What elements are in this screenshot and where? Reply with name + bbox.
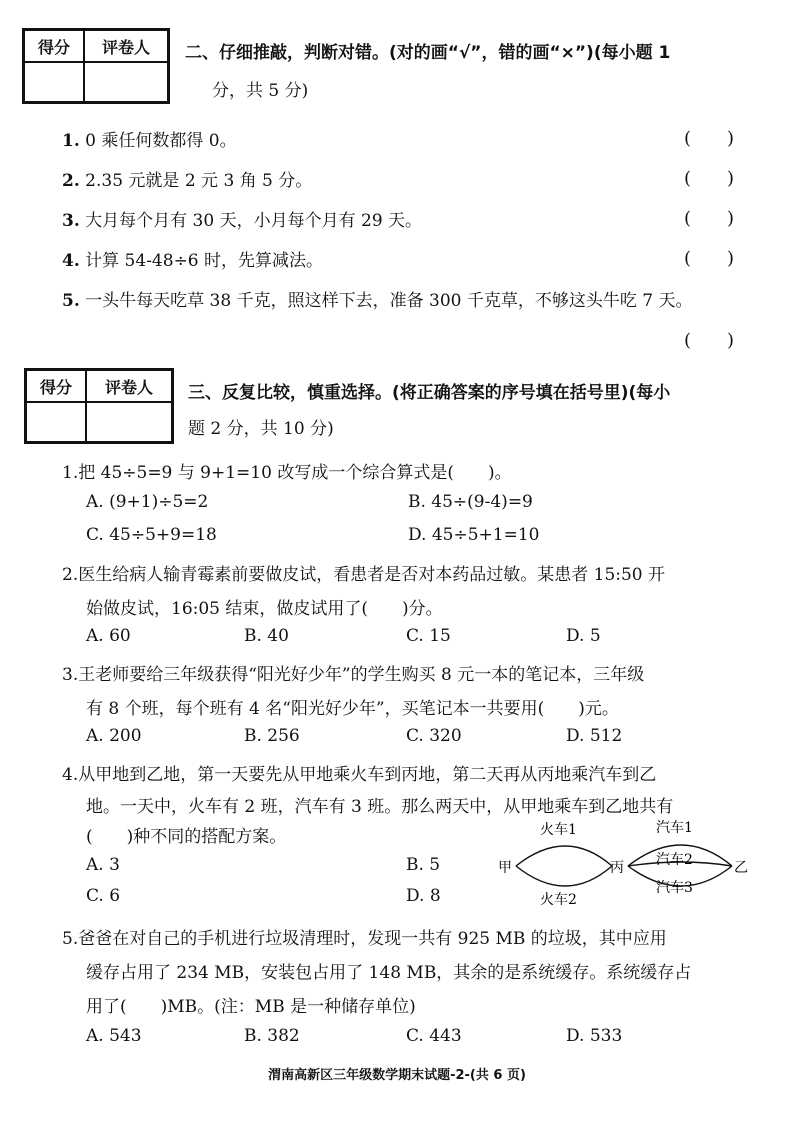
answer-paren-2[interactable]: ( ) <box>684 168 735 189</box>
score-header: 得分 <box>24 30 85 63</box>
question-5-line3: 用了( )MB。(注：MB 是一种储存单位) <box>86 997 416 1017</box>
section3-title-line2: 题 2 分，共 10 分) <box>188 419 334 439</box>
score-table-section3 <box>24 368 174 444</box>
section2-title-line2: 分，共 5 分) <box>212 81 309 101</box>
question-4-line1: 4.从甲地到乙地，第一天要先从甲地乘火车到丙地，第二天再从丙地乘汽车到乙 <box>62 765 657 785</box>
q3-option-d[interactable]: D. 512 <box>566 726 623 746</box>
question-5-line2: 缓存占用了 234 MB，安装包占用了 148 MB，其余的是系统缓存。系统缓存占 <box>86 963 692 983</box>
label-bus3: 汽车3 <box>656 880 693 896</box>
item-number: 4. <box>62 251 80 271</box>
answer-paren-4[interactable]: ( ) <box>684 248 735 269</box>
q2-option-b[interactable]: B. 40 <box>244 626 289 646</box>
q3-option-b[interactable]: B. 256 <box>244 726 300 746</box>
judge-item-3 <box>62 206 422 231</box>
question-4-line2: 地。一天中，火车有 2 班，汽车有 3 班。那么两天中，从甲地乘车到乙地共有 <box>86 797 674 817</box>
question-2-line2: 始做皮试，16:05 结束，做皮试用了( )分。 <box>86 599 443 619</box>
item-text: 一头牛每天吃草 38 千克，照这样下去，准备 300 千克草，不够这头牛吃 7 天。 <box>85 291 693 311</box>
answer-paren-5[interactable]: ( ) <box>684 330 735 351</box>
item-number: 5. <box>62 291 80 311</box>
q5-option-d[interactable]: D. 533 <box>566 1026 623 1046</box>
q4-option-a[interactable]: A. 3 <box>86 855 120 875</box>
judge-item-1 <box>62 126 237 151</box>
label-train2: 火车2 <box>540 892 577 908</box>
q2-option-c[interactable]: C. 15 <box>406 626 451 646</box>
question-5-line1: 5.爸爸在对自己的手机进行垃圾清理时，发现一共有 925 MB 的垃圾，其中应用 <box>62 929 667 949</box>
q1-option-c[interactable]: C. 45÷5+9=18 <box>86 525 217 545</box>
train1-route <box>516 846 612 866</box>
node-jia: 甲 <box>498 860 512 876</box>
node-yi: 乙 <box>734 860 748 876</box>
question-3-line2: 有 8 个班，每个班有 4 名“阳光好少年”，买笔记本一共要用( )元。 <box>86 699 619 719</box>
judge-item-4 <box>62 246 323 271</box>
score-header: 得分 <box>26 370 87 403</box>
page-footer: 渭南高新区三年级数学期末试题-2-(共 6 页) <box>268 1068 526 1083</box>
answer-paren-3[interactable]: ( ) <box>684 208 735 229</box>
node-bing: 丙 <box>610 860 624 876</box>
question-2-line1: 2.医生给病人输青霉素前要做皮试，看患者是否对本药品过敏。某患者 15:50 开 <box>62 565 666 585</box>
q5-option-a[interactable]: A. 543 <box>86 1026 142 1046</box>
label-train1: 火车1 <box>540 822 577 838</box>
train2-route <box>516 866 612 886</box>
grader-cell[interactable] <box>86 402 173 443</box>
question-3-line1: 3.王老师要给三年级获得“阳光好少年”的学生购买 8 元一本的笔记本，三年级 <box>62 665 645 685</box>
q5-option-c[interactable]: C. 443 <box>406 1026 462 1046</box>
question-1-text: 1.把 45÷5=9 与 9+1=10 改写成一个综合算式是( )。 <box>62 463 512 483</box>
q1-option-a[interactable]: A. (9+1)÷5=2 <box>86 492 209 512</box>
item-number: 2. <box>62 171 80 191</box>
score-table-section2 <box>22 28 170 104</box>
item-text: 2.35 元就是 2 元 3 角 5 分。 <box>85 171 313 191</box>
route-diagram <box>496 818 752 910</box>
q3-option-a[interactable]: A. 200 <box>86 726 142 746</box>
item-number: 1. <box>62 131 80 151</box>
q4-option-b[interactable]: B. 5 <box>406 855 441 875</box>
item-number: 3. <box>62 211 80 231</box>
q2-option-a[interactable]: A. 60 <box>86 626 131 646</box>
q4-option-c[interactable]: C. 6 <box>86 886 121 906</box>
score-cell[interactable] <box>26 402 87 443</box>
answer-paren-1[interactable]: ( ) <box>684 128 735 149</box>
label-bus1: 汽车1 <box>656 820 693 836</box>
section3-title-line1: 三、反复比较，慎重选择。(将正确答案的序号填在括号里)(每小 <box>188 383 671 403</box>
q5-option-b[interactable]: B. 382 <box>244 1026 300 1046</box>
q4-option-d[interactable]: D. 8 <box>406 886 441 906</box>
grader-header: 评卷人 <box>86 370 173 403</box>
judge-item-2 <box>62 166 312 191</box>
item-text: 0 乘任何数都得 0。 <box>85 131 237 151</box>
grader-cell[interactable] <box>84 62 169 103</box>
question-4-line3: ( )种不同的搭配方案。 <box>86 827 287 847</box>
item-text: 大月每个月有 30 天，小月每个月有 29 天。 <box>85 211 423 231</box>
q3-option-c[interactable]: C. 320 <box>406 726 462 746</box>
item-text: 计算 54-48÷6 时，先算减法。 <box>85 251 324 271</box>
grader-header: 评卷人 <box>84 30 169 63</box>
section2-title-line1: 二、仔细推敲，判断对错。(对的画“√”，错的画“×”)(每小题 1 <box>185 43 671 63</box>
label-bus2: 汽车2 <box>656 852 693 868</box>
q1-option-b[interactable]: B. 45÷(9-4)=9 <box>408 492 533 512</box>
score-cell[interactable] <box>24 62 85 103</box>
judge-item-5 <box>62 286 692 311</box>
q2-option-d[interactable]: D. 5 <box>566 626 601 646</box>
q1-option-d[interactable]: D. 45÷5+1=10 <box>408 525 540 545</box>
